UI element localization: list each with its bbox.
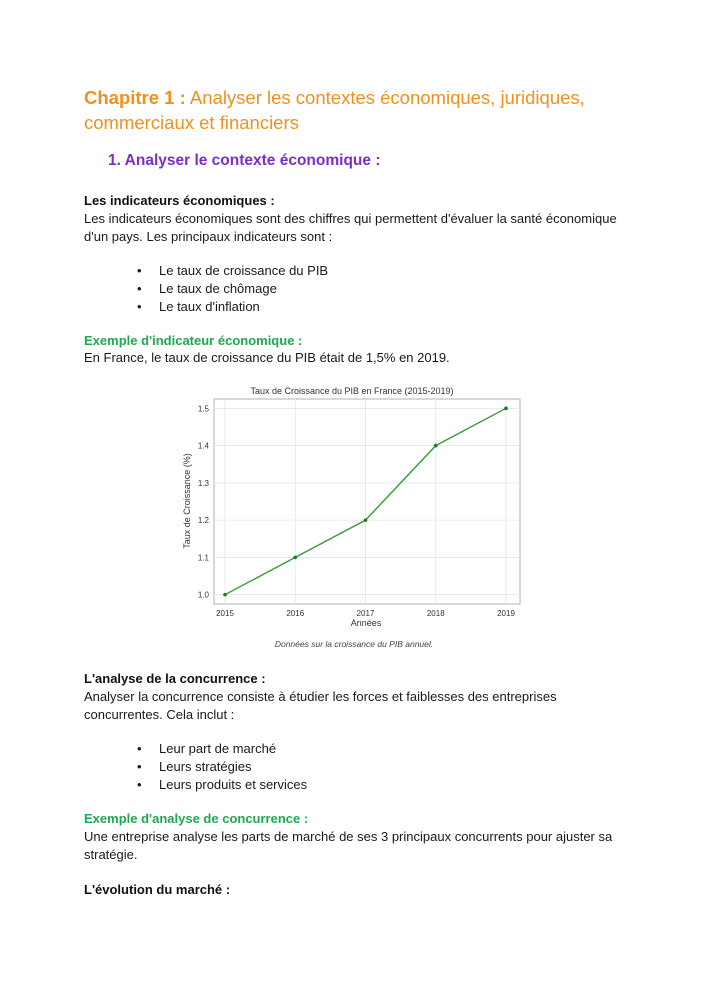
y-tick-label: 1.2 [197, 516, 209, 526]
y-axis-label: Taux de Croissance (%) [182, 453, 192, 549]
evolution-heading: L'évolution du marché : [84, 882, 231, 897]
list-item: • Leur part de marché [137, 740, 307, 758]
data-point [364, 518, 368, 522]
chapter-title-text: Analyser les contextes économiques, juridiques, commerciaux et financiers [84, 87, 585, 133]
section-title: 1. Analyser le contexte économique : [108, 152, 381, 169]
data-point [293, 556, 297, 560]
y-tick-label: 1.5 [197, 404, 209, 414]
chart-title: Taux de Croissance du PIB en France (2015-2019) [250, 386, 454, 396]
x-tick-label: 2015 [216, 609, 234, 618]
chapter-title [84, 85, 624, 135]
exemple1-text: En France, le taux de croissance du PIB était de 1,5% en 2019. [84, 350, 450, 365]
x-axis-label: Années [350, 618, 382, 628]
concurrence-heading: L'analyse de la concurrence : [84, 671, 266, 686]
data-point [434, 444, 438, 448]
indicateurs-text: Les indicateurs économiques sont des chiffres qui permettent d'évaluer la santé économique d'un pays. Les principaux indicateurs sont : [84, 211, 617, 244]
list-item: • Le taux de chômage [137, 280, 328, 298]
list-item: • Le taux d'inflation [137, 298, 328, 316]
data-point [223, 593, 227, 597]
y-tick-label: 1.0 [197, 590, 209, 600]
gdp-growth-chart [174, 378, 534, 654]
list-item: • Leurs stratégies [137, 758, 307, 776]
chart-caption: Données sur la croissance du PIB annuel. [274, 639, 434, 649]
exemple2-text: Une entreprise analyse les parts de marché de ses 3 principaux concurrents pour ajuster sa stratégie. [84, 829, 613, 862]
indicateurs-heading: Les indicateurs économiques : [84, 193, 275, 208]
x-tick-label: 2016 [286, 609, 305, 618]
exemple1-heading: Exemple d'indicateur économique : [84, 333, 303, 348]
data-point [504, 407, 508, 411]
chapter-prefix: Chapitre 1 : [84, 87, 186, 108]
y-tick-label: 1.3 [197, 478, 209, 488]
y-tick-label: 1.1 [197, 553, 209, 563]
concurrence-list [137, 740, 307, 794]
plot-area [214, 399, 520, 604]
list-item: • Leurs produits et services [137, 776, 307, 794]
indicateurs-list [137, 262, 328, 316]
x-tick-label: 2019 [497, 609, 515, 618]
x-tick-label: 2018 [426, 609, 445, 618]
x-ticks [216, 609, 515, 618]
x-tick-label: 2017 [356, 609, 375, 618]
y-ticks [198, 404, 210, 599]
list-item: • Le taux de croissance du PIB [137, 262, 328, 280]
exemple2-heading: Exemple d'analyse de concurrence : [84, 811, 309, 826]
y-tick-label: 1.4 [197, 441, 209, 451]
concurrence-text: Analyser la concurrence consiste à étudier les forces et faiblesses des entreprises concurrentes. Cela inclut : [84, 689, 557, 722]
